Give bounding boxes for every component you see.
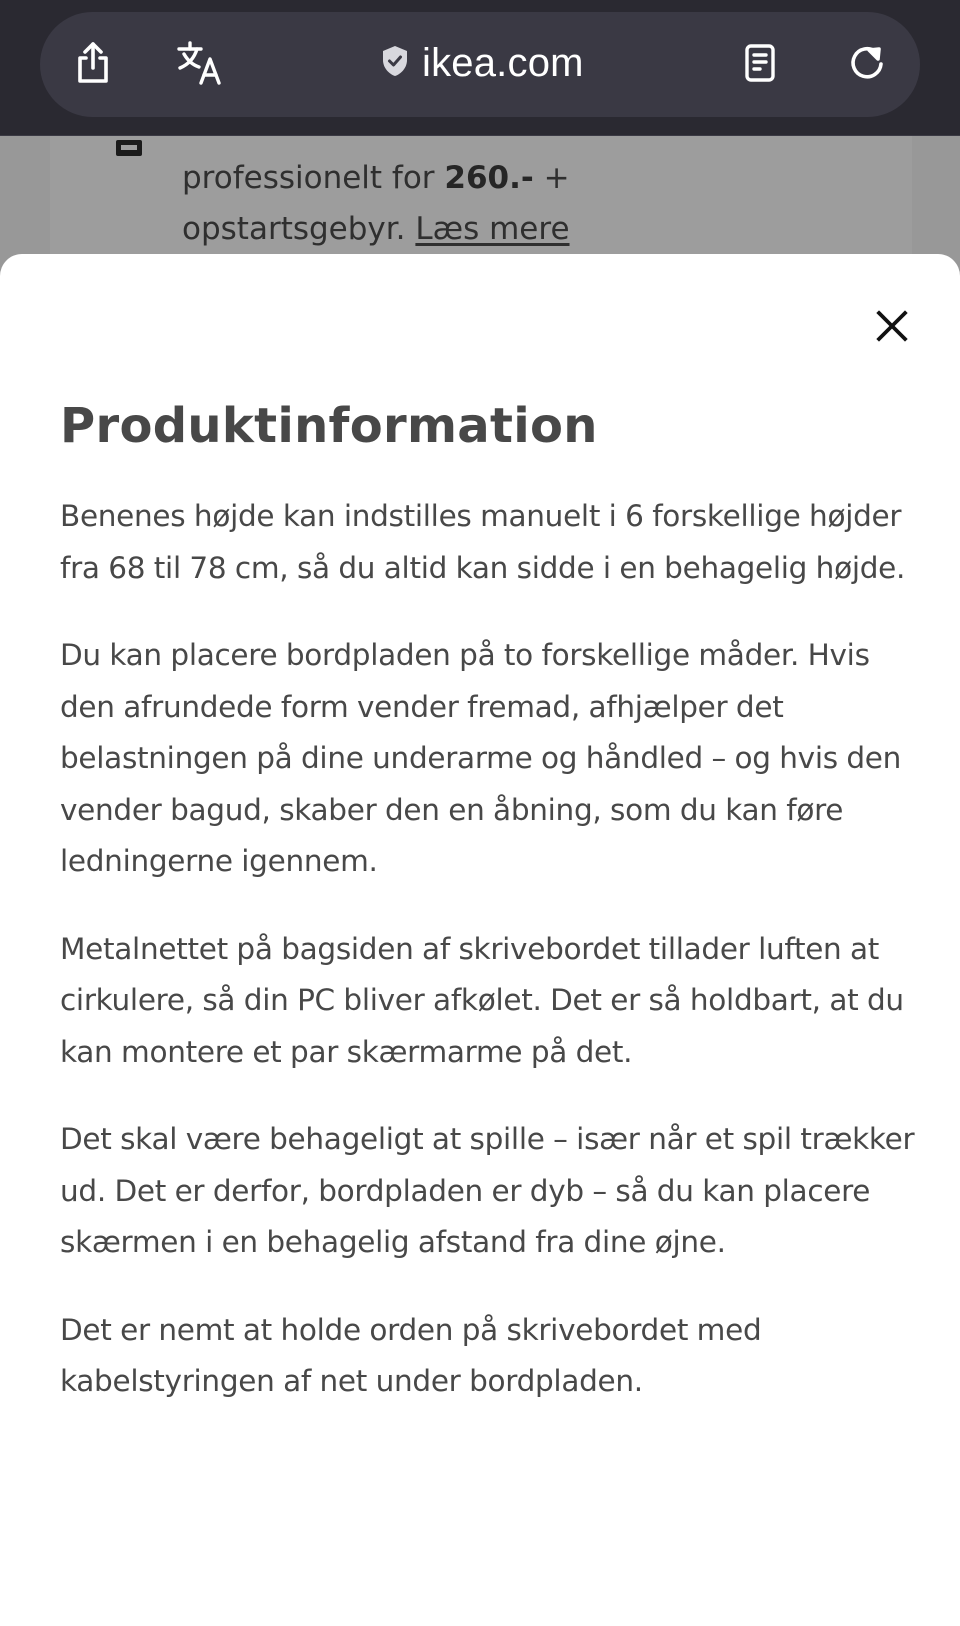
- description-paragraph: Du kan placere bordpladen på to forskellige måder. Hvis den afrundede form vender fremad, afhjælper det belastningen på dine underarme og håndled – og hvis den vender bagud, skaber den en åbning, som du kan føre ledningerne igennem.: [60, 638, 902, 878]
- share-icon: [73, 41, 113, 85]
- shield-check-icon: [380, 44, 410, 82]
- browser-toolbar: [0, 0, 960, 136]
- service-icon: [116, 140, 142, 156]
- service-text-prefix: professionelt for: [182, 160, 445, 196]
- reader-mode-button[interactable]: [737, 40, 783, 86]
- reader-mode-icon: [744, 44, 776, 82]
- share-button[interactable]: [70, 40, 116, 86]
- reload-icon: [846, 42, 888, 84]
- description-paragraph: Det er nemt at holde orden på skrivebordet med kabelstyringen af net under bordpladen.: [60, 1312, 762, 1398]
- assembly-service-text: [182, 153, 882, 255]
- service-price: 260.-: [444, 160, 534, 196]
- read-more-link[interactable]: Læs mere: [415, 211, 570, 247]
- service-text-suffix: +: [533, 160, 570, 196]
- url-field[interactable]: [380, 40, 584, 86]
- url-text: ikea.com: [422, 41, 584, 85]
- translate-icon: [177, 41, 223, 85]
- product-description: [60, 491, 920, 1444]
- reload-button[interactable]: [844, 40, 890, 86]
- translate-button[interactable]: [177, 40, 223, 86]
- description-paragraph: Det skal være behageligt at spille – især når et spil trækker ud. Det er derfor, bordpladen er dyb – så du kan placere skærmen i en behagelig afstand fra dine øjne.: [60, 1122, 915, 1259]
- close-icon: [875, 309, 909, 347]
- description-paragraph: Benenes højde kan indstilles manuelt i 6 forskellige højder fra 68 til 78 cm, så du altid kan sidde i en behagelig højde.: [60, 499, 906, 585]
- sheet-title: Produktinformation: [60, 398, 598, 454]
- service-text-fee: opstartsgebyr.: [182, 211, 416, 247]
- description-paragraph: Metalnettet på bagsiden af skrivebordet tillader luften at cirkulere, så din PC bliver afkølet. Det er så holdbart, at du kan montere et par skærmarme på det.: [60, 931, 904, 1069]
- close-button[interactable]: [866, 302, 918, 354]
- product-info-sheet: [0, 254, 960, 1626]
